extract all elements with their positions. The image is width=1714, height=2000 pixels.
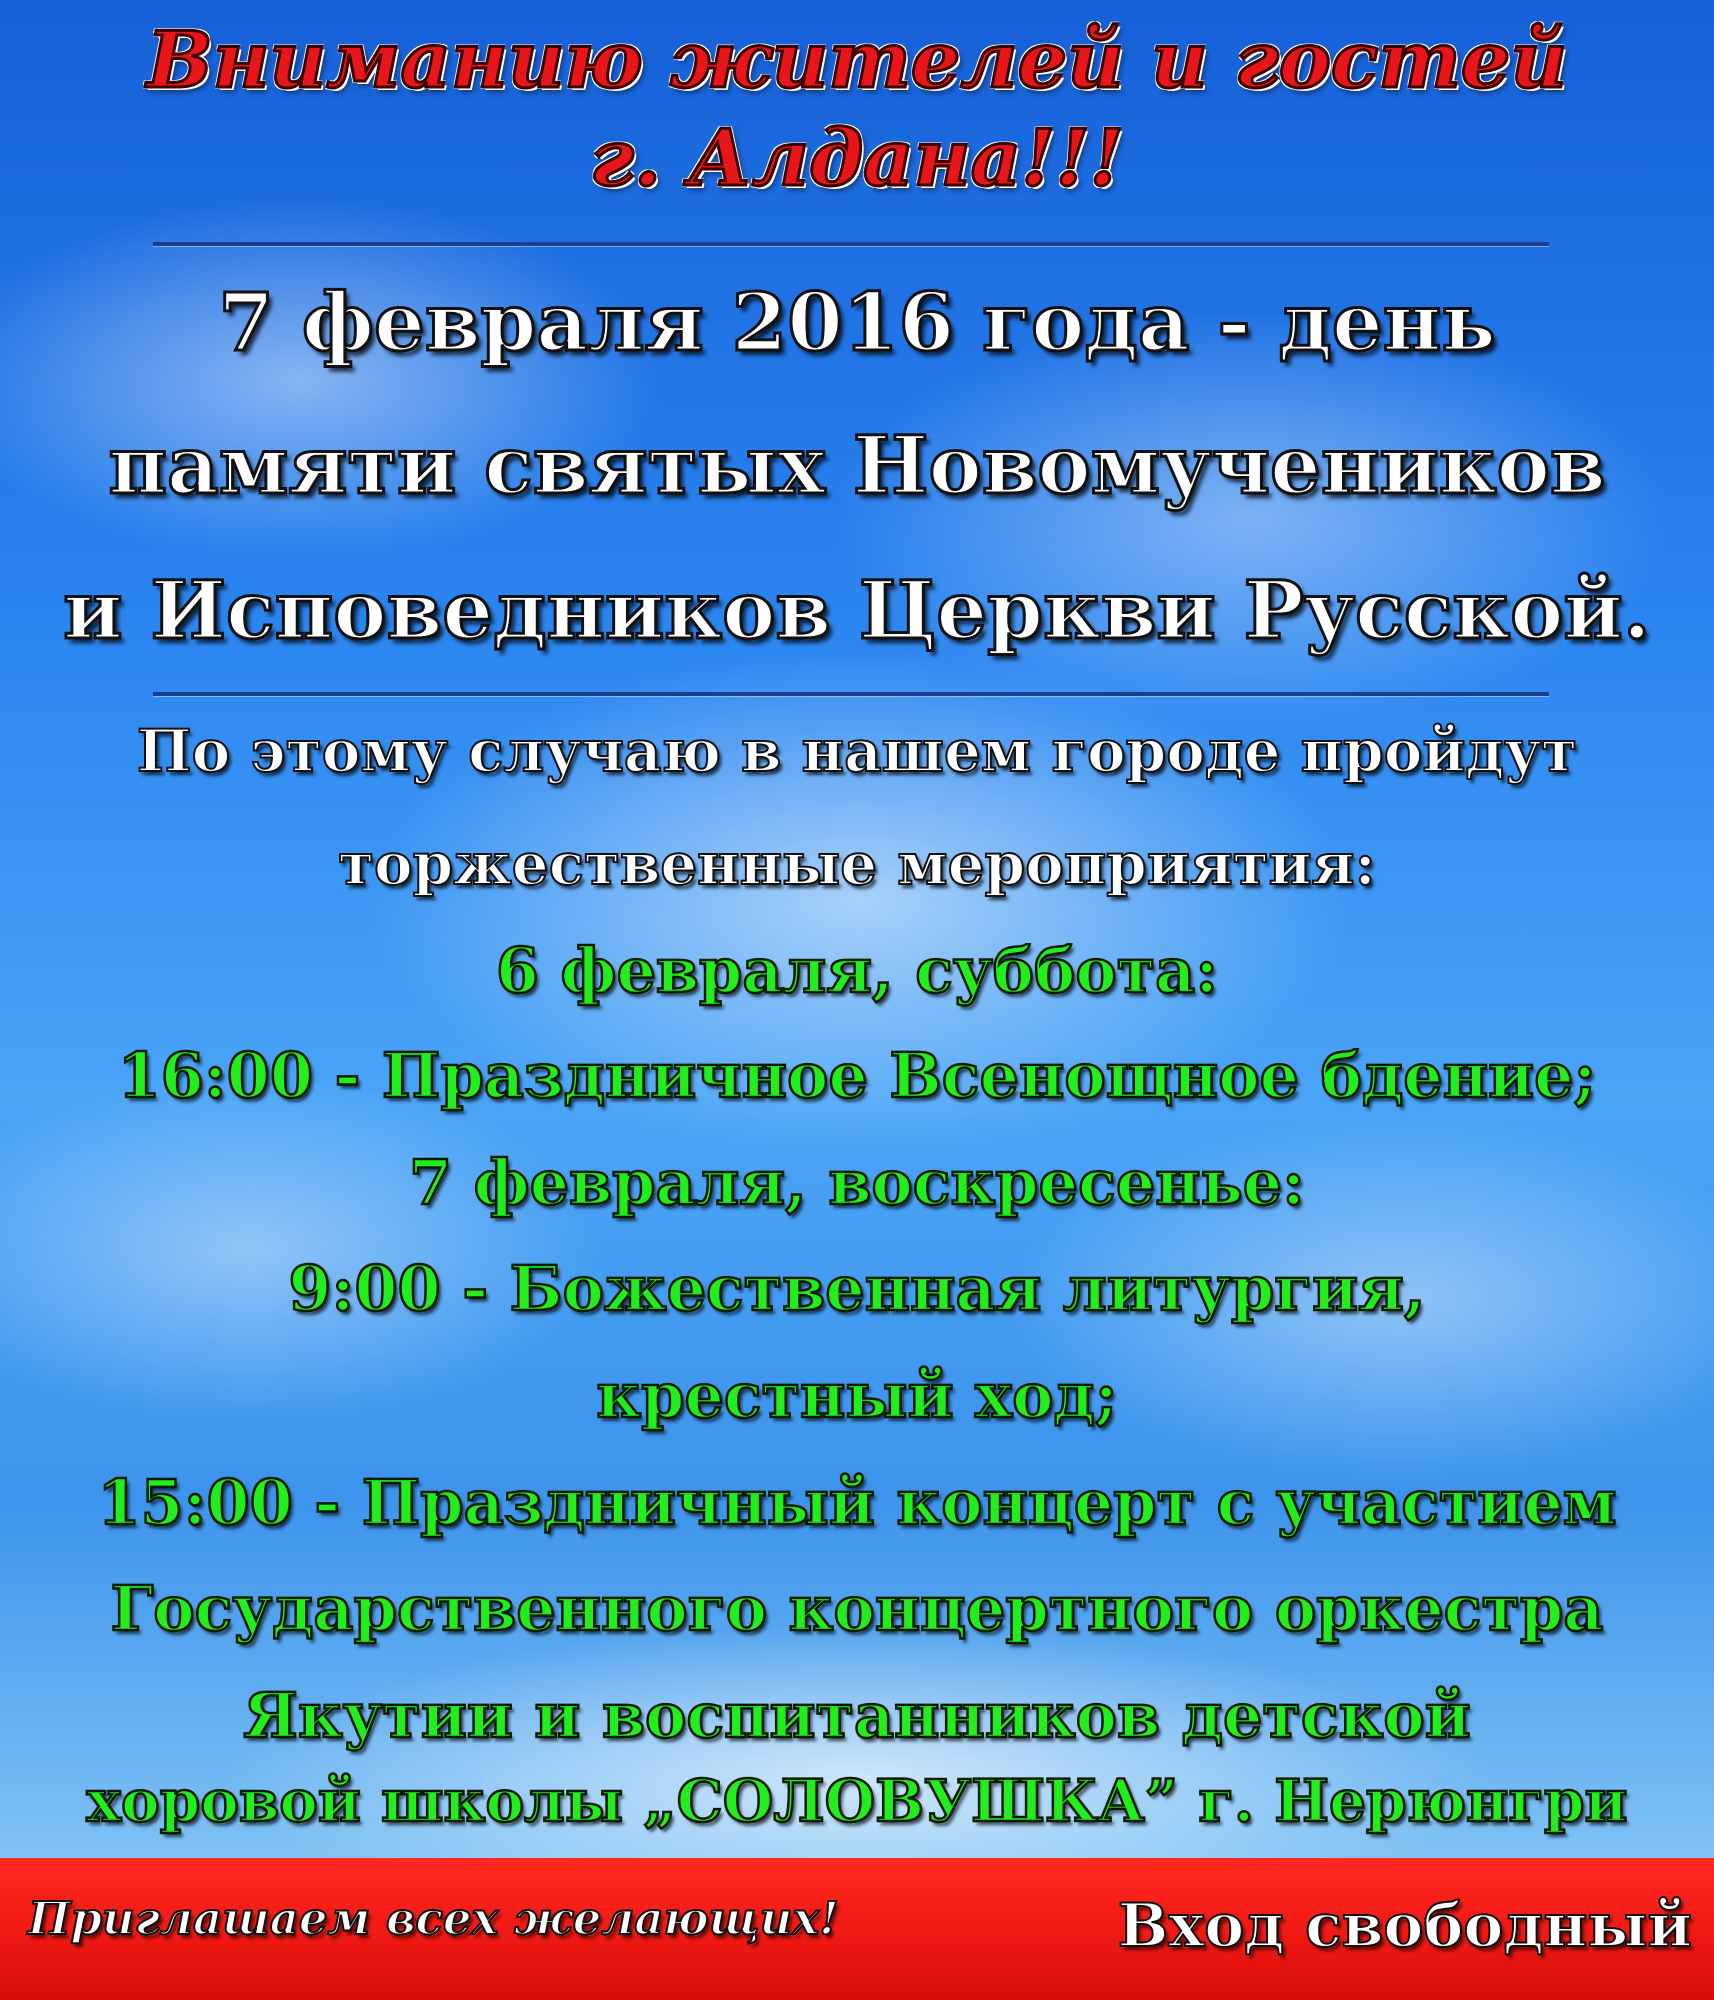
schedule-concert-orchestra: Государственного концертного оркестра [110,1572,1604,1645]
schedule-concert-students: Якутии и воспитанников детской [243,1679,1471,1752]
schedule-day-saturday: 6 февраля, суббота: [495,934,1219,1007]
schedule-concert-choir-school: хоровой школы „СОЛОВУШКА” г. Нерюнгри [86,1767,1628,1835]
headline-line-3: и Исповедников Церкви Русской. [63,563,1651,657]
footer-banner [0,1858,1714,2000]
divider-middle [153,692,1549,696]
headline-line-2: памяти святых Новомучеников [108,418,1606,512]
schedule-item-liturgy: 9:00 - Божественная литургия, [288,1252,1426,1325]
schedule-day-sunday: 7 февраля, воскресенье: [408,1146,1306,1219]
footer-invite: Приглашаем всех желающих! [28,1892,839,1945]
intro-line-1: По этому случаю в нашем городе пройдут [136,717,1578,785]
divider-top [153,242,1549,246]
schedule-item-procession: крестный ход; [596,1359,1118,1432]
schedule-item-vigil: 16:00 - Праздничное Всенощное бдение; [117,1039,1597,1112]
intro-line-2: торжественные мероприятия: [338,830,1376,898]
footer-free-entry: Вход свободный [1117,1891,1692,1961]
schedule-item-concert: 15:00 - Праздничный концерт с участием [97,1466,1617,1539]
header-title-line-1: Вниманию жителей и гостей [146,15,1568,106]
header-title-line-2: г. Алдана!!! [590,113,1124,204]
headline-line-1: 7 февраля 2016 года - день [218,275,1496,369]
